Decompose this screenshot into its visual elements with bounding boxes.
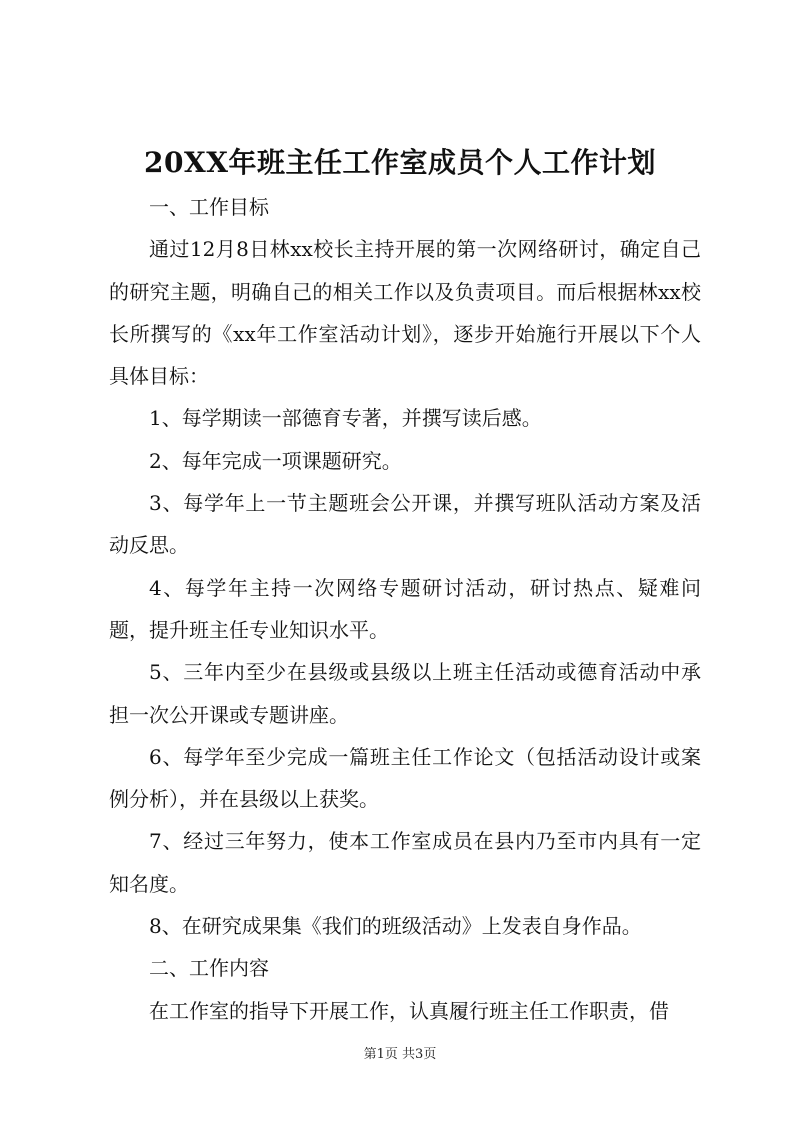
- goal-item-1: 1、每学期读一部德育专著，并撰写读后感。: [149, 406, 542, 431]
- document-body: [109, 186, 701, 1032]
- goal-item-8: 8、在研究成果集《我们的班级活动》上发表自身作品。: [149, 914, 642, 939]
- section-heading-goals: 一、工作目标: [149, 195, 269, 219]
- page-footer: 第1页 共3页: [363, 1047, 437, 1062]
- document-title: 20XX年班主任工作室成员个人工作计划: [144, 146, 656, 179]
- goal-item-2: 2、每年完成一项课题研究。: [149, 448, 402, 473]
- section-heading-content: 二、工作内容: [149, 956, 269, 981]
- goal-item-6: 6、每学年至少完成一篇班主任工作论文（包括活动设计或案例分析），并在县级以上获奖。: [109, 744, 701, 812]
- goal-item-5: 5、三年内至少在县级或县级以上班主任活动或德育活动中承担一次公开课或专题讲座。: [109, 660, 701, 727]
- content-paragraph: 在工作室的指导下开展工作，认真履行班主任工作职责，借: [149, 998, 669, 1023]
- goal-item-4: 4、每学年主持一次网络专题研讨活动，研讨热点、疑难问题，提升班主任专业知识水平。: [109, 575, 701, 642]
- goal-item-7: 7、经过三年努力，使本工作室成员在县内乃至市内具有一定知名度。: [109, 829, 701, 896]
- goal-item-3: 3、每学年上一节主题班会公开课，并撰写班队活动方案及活动反思。: [109, 491, 701, 558]
- intro-paragraph: 通过12月8日林xx校长主持开展的第一次网络研讨，确定自己的研究主题，明确自己的相关工作以及负责项目。而后根据林xx校长所撰写的《xx年工作室活动计划》，逐步开始施行开展以下个人具体目标：: [109, 237, 701, 389]
